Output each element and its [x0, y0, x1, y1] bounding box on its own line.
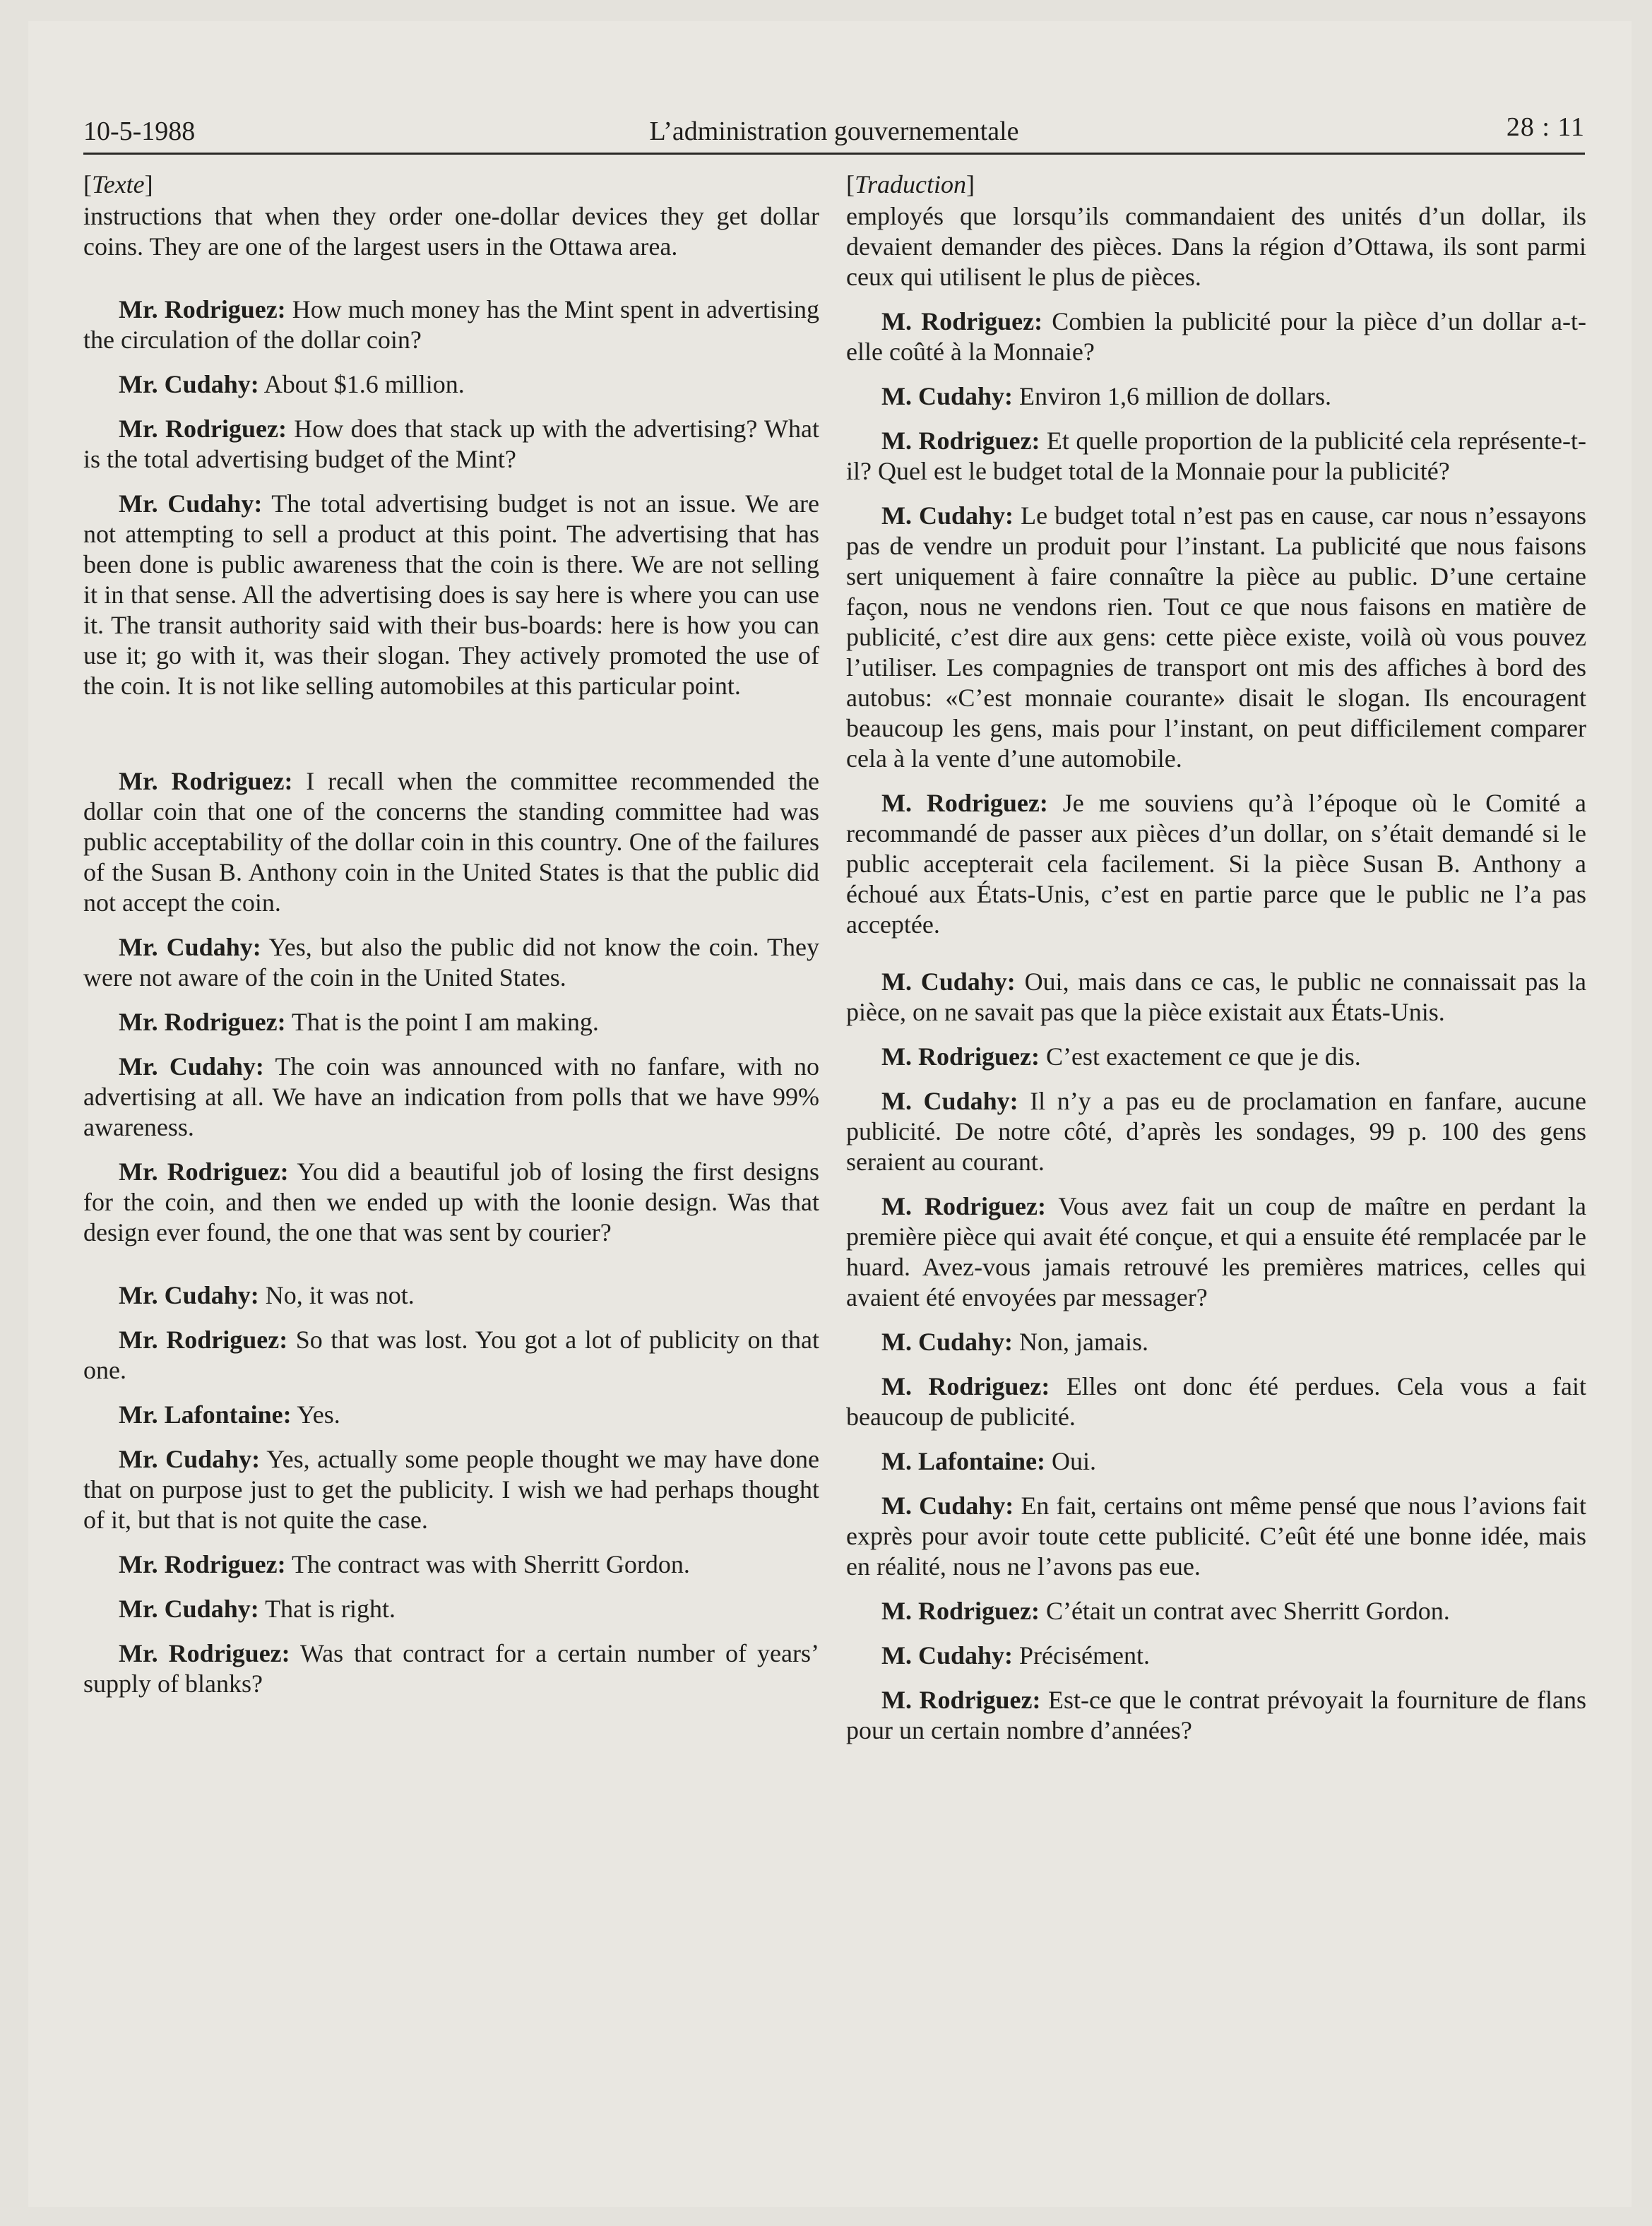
speech-text: C’est exactement ce que je dis.: [1045, 1042, 1361, 1071]
speaker-turn: [846, 1371, 1586, 1432]
speech-text: I recall when the committee recommended the dollar coin that one of the concerns the standing committee had was public acceptability of the dollar coin in this country. One of the failures of the Susan B. Anthony coin in the United States is that the public did not accept the coin.: [83, 767, 819, 917]
speaker-name: M. Cudahy:: [881, 382, 1014, 410]
speaker-turn: [83, 369, 819, 400]
speaker-name: Mr. Rodriguez:: [119, 1008, 286, 1036]
speech-text: Oui.: [1051, 1447, 1096, 1475]
speaker-turn: [83, 1400, 819, 1430]
speaker-turn: [83, 1157, 819, 1248]
speaker-name: Mr. Rodriguez:: [119, 295, 286, 323]
speaker-name: M. Lafontaine:: [881, 1447, 1045, 1475]
speaker-name: Mr. Rodriguez:: [119, 1326, 288, 1354]
speech-text: Yes, actually some people thought we may have done that on purpose just to get the publicity. I wish we had perhaps thought of it, but that is not quite the case.: [83, 1445, 819, 1534]
speaker-name: Mr. Lafontaine:: [119, 1400, 292, 1429]
speaker-name: Mr. Cudahy:: [119, 489, 263, 518]
speaker-name: M. Rodriguez:: [881, 1597, 1040, 1625]
speech-text: C’était un contrat avec Sherritt Gordon.: [1045, 1597, 1450, 1625]
speaker-turn: [846, 1191, 1586, 1313]
speech-text: Yes, but also the public did not know the coin. They were not aware of the coin in the United States.: [83, 933, 819, 992]
speech-text: Oui, mais dans ce cas, le public ne connaissait pas la pièce, on ne savait pas que la pièce existait aux États-Unis.: [846, 968, 1586, 1026]
speaker-name: M. Rodriguez:: [881, 789, 1048, 817]
speech-text: The total advertising budget is not an issue. We are not attempting to sell a product at this point. The advertising that has been done is public awareness that the coin is there. We are not selling it in that sense. All the advertising does is say here is where you can use it. The transit authority said with their bus-boards: here is how you can use it; go with it, was their slogan. They actively promoted the use of the coin. It is not like selling automobiles at this particular point.: [83, 489, 819, 700]
speaker-name: M. Rodriguez:: [881, 1192, 1046, 1220]
speaker-name: M. Rodriguez:: [881, 307, 1043, 335]
speaker-name: Mr. Cudahy:: [119, 1281, 259, 1309]
speech-text: How does that stack up with the advertising? What is the total advertising budget of the Mint?: [83, 415, 820, 473]
speaker-name: M. Rodriguez:: [881, 1686, 1041, 1714]
speaker-turn: [83, 1325, 819, 1386]
speaker-name: M. Cudahy:: [881, 1641, 1014, 1670]
header-date: 10-5-1988: [83, 117, 196, 146]
speaker-turn: [846, 1086, 1586, 1177]
speaker-name: M. Cudahy:: [881, 1087, 1018, 1115]
speech-text: Il n’y a pas eu de proclamation en fanfare, aucune publicité. De notre côté, d’après les sondages, 99 p. 100 des gens seraient au courant.: [846, 1087, 1587, 1176]
column-tag: [Traduction]: [846, 170, 975, 198]
speech-text: You did a beautiful job of losing the first designs for the coin, and then we ended up with the loonie design. Was that design ever found, the one that was sent by courier?: [83, 1157, 819, 1246]
english-column: [83, 169, 819, 1713]
speech-text: So that was lost. You got a lot of publicity on that one.: [83, 1326, 819, 1384]
speaker-turn: [83, 294, 819, 355]
speaker-name: Mr. Cudahy:: [119, 1445, 261, 1473]
speaker-turn: [83, 489, 819, 701]
speech-text: Est-ce que le contrat prévoyait la fourniture de flans pour un certain nombre d’années?: [846, 1686, 1586, 1744]
speaker-turn: [83, 932, 819, 993]
speech-text: Précisément.: [1019, 1641, 1150, 1670]
speaker-name: M. Cudahy:: [881, 1328, 1014, 1356]
speaker-turn: [83, 1280, 819, 1311]
speaker-turn: [846, 381, 1586, 412]
speech-text: About $1.6 million.: [263, 370, 465, 398]
speech-text: No, it was not.: [265, 1281, 415, 1309]
speech-text: Environ 1,6 million de dollars.: [1019, 382, 1331, 410]
speech-text: Combien la publicité pour la pièce d’un dollar a-t-elle coûté à la Monnaie?: [846, 307, 1587, 366]
speaker-turn: [846, 788, 1586, 940]
speaker-turn: [83, 1549, 819, 1580]
continued-paragraph: instructions that when they order one-dollar devices they get dollar coins. They are one of the largest users in the Ottawa area.: [83, 202, 819, 261]
speaker-turn: [83, 1444, 819, 1535]
speech-text: That is right.: [265, 1595, 396, 1623]
speaker-turn: [846, 1596, 1586, 1626]
speech-text: Vous avez fait un coup de maître en perdant la première pièce qui avait été conçue, et qui a ensuite été remplacée par le huard. Avez-vous jamais retrouvé les premières matrices, celles qui avaient été envoyées par messager?: [846, 1192, 1586, 1311]
speech-text: Non, jamais.: [1019, 1328, 1149, 1356]
speech-text: That is the point I am making.: [291, 1008, 599, 1036]
speech-text: Elles ont donc été perdues. Cela vous a fait beaucoup de publicité.: [846, 1372, 1587, 1431]
header-page-number: 28 : 11: [1506, 112, 1585, 142]
speaker-turn: [83, 1638, 819, 1699]
speech-text: How much money has the Mint spent in advertising the circulation of the dollar coin?: [83, 295, 819, 354]
speaker-name: M. Cudahy:: [881, 501, 1014, 530]
speaker-name: Mr. Rodriguez:: [119, 415, 287, 443]
speaker-name: Mr. Cudahy:: [119, 933, 261, 961]
page-header: [83, 107, 1585, 155]
speaker-name: Mr. Cudahy:: [119, 1595, 259, 1623]
speech-text: The coin was announced with no fanfare, with no advertising at all. We have an indication from polls that we have 99% awareness.: [83, 1052, 820, 1141]
speaker-name: M. Cudahy:: [881, 1492, 1014, 1520]
speaker-name: Mr. Cudahy:: [119, 1052, 264, 1081]
speaker-name: M. Rodriguez:: [881, 427, 1040, 455]
speaker-name: Mr. Rodriguez:: [119, 1157, 289, 1186]
speaker-turn: [846, 1491, 1586, 1582]
speaker-turn: [83, 766, 819, 918]
speaker-turn: [846, 1685, 1586, 1746]
speaker-turn: [83, 1007, 819, 1037]
speech-text: Le budget total n’est pas en cause, car nous n’essayons pas de vendre un produit pour l’instant. La publicité que nous faisons sert uniquement à faire connaître la pièce au public. D’une certaine façon, nous ne vendons rien. Tout ce que nous faisons en matière de publicité, c’est dire aux gens: cette pièce existe, voilà où vous pouvez l’utiliser. Les compagnies de transport ont mis des affiches à bord des autobus: «C’est monnaie courante» disait le slogan. Ils encouragent beaucoup les gens, mais pour l’instant, on peut difficilement comparer cela à la vente d’une automobile.: [846, 501, 1587, 773]
speaker-turn: [846, 967, 1586, 1028]
speech-text: En fait, certains ont même pensé que nous l’avions fait exprès pour avoir toute cette publicité. C’eût été une bonne idée, mais en réalité, nous ne l’avons pas eue.: [846, 1492, 1586, 1581]
speaker-turn: [846, 426, 1586, 487]
speech-text: Yes.: [297, 1400, 340, 1429]
speaker-turn: [83, 414, 819, 475]
speaker-turn: [846, 306, 1586, 367]
speaker-turn: [83, 1594, 819, 1624]
speaker-name: M. Rodriguez:: [881, 1042, 1040, 1071]
speech-text: Et quelle proportion de la publicité cela représente-t-il? Quel est le budget total de la Monnaie pour la publicité?: [846, 427, 1586, 485]
speaker-turn: [846, 1327, 1586, 1357]
speaker-name: Mr. Rodriguez:: [119, 1550, 286, 1578]
speech-text: Je me souviens qu’à l’époque où le Comité a recommandé de passer aux pièces d’un dollar, on s’était demandé si le public accepterait cela facilement. Si la pièce Susan B. Anthony a échoué aux États-Unis, c’est en partie parce que le public ne l’a pas acceptée.: [846, 789, 1586, 939]
continued-paragraph: employés que lorsqu’ils commandaient des unités d’un dollar, ils devaient demander des pièces. Dans la région d’Ottawa, ils sont parmi ceux qui utilisent le plus de pièces.: [846, 202, 1586, 291]
header-title: L’administration gouvernementale: [649, 117, 1019, 146]
speaker-turn: [846, 1641, 1586, 1671]
speaker-name: Mr. Cudahy:: [119, 370, 259, 398]
speech-text: Was that contract for a certain number of years’ supply of blanks?: [83, 1639, 819, 1698]
speaker-name: Mr. Rodriguez:: [119, 767, 293, 795]
speaker-turn: [846, 501, 1586, 774]
french-column: [846, 169, 1586, 1760]
speaker-name: M. Cudahy:: [881, 968, 1016, 996]
speaker-turn: [846, 1042, 1586, 1072]
speaker-turn: [846, 1446, 1586, 1477]
speech-text: The contract was with Sherritt Gordon.: [291, 1550, 690, 1578]
speaker-name: M. Rodriguez:: [881, 1372, 1050, 1400]
column-tag: [Texte]: [83, 170, 153, 198]
speaker-turn: [83, 1052, 819, 1143]
speaker-name: Mr. Rodriguez:: [119, 1639, 290, 1667]
